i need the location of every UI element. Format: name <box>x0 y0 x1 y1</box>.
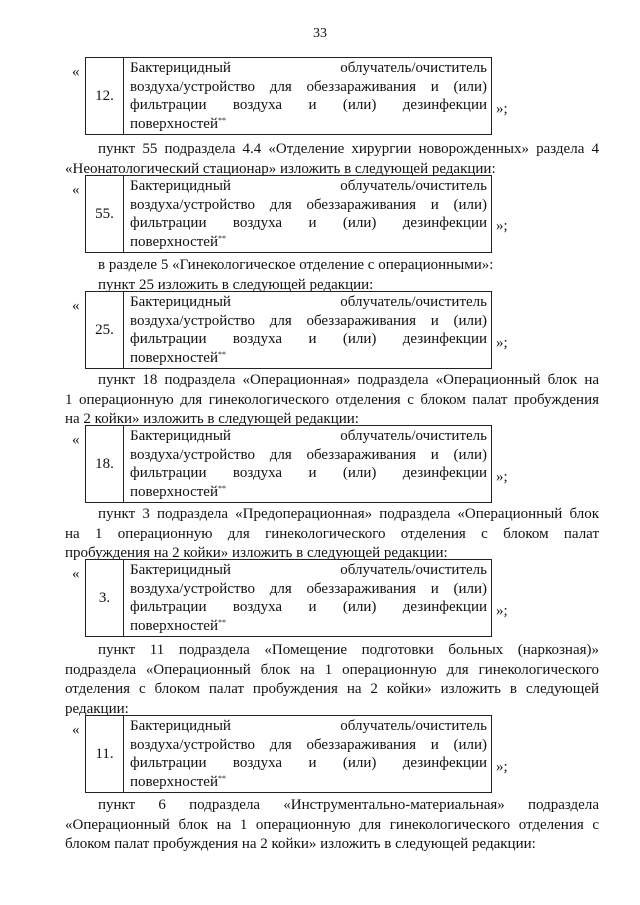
table-entry <box>85 425 492 503</box>
entry-text: Бактерицидный облучатель/очиститель воздуха/устройство для обеззараживания и (или) фильтрации воздуха и (или) дезинфекции поверхностей** <box>124 716 492 793</box>
opening-quote: « <box>72 722 80 738</box>
entry-number: 3. <box>86 560 124 637</box>
closing-quote: »; <box>496 469 508 485</box>
opening-quote: « <box>72 432 80 448</box>
footnote-mark: ** <box>217 773 226 783</box>
entry-text: Бактерицидный облучатель/очиститель воздуха/устройство для обеззараживания и (или) фильтрации воздуха и (или) дезинфекции поверхностей** <box>124 292 492 369</box>
footnote-mark: ** <box>217 115 226 125</box>
paragraph: пункт 11 подраздела «Помещение подготовки больных (наркозная)» подраздела «Операционный блок на 1 операционную для гинекологического отделения с блоком палат пробуждения на 2 койки» изложить в следующей редакции: <box>65 642 599 717</box>
entry-number: 18. <box>86 426 124 503</box>
table-entry <box>85 57 492 135</box>
table-entry <box>85 715 492 793</box>
entry-text: Бактерицидный облучатель/очиститель воздуха/устройство для обеззараживания и (или) фильтрации воздуха и (или) дезинфекции поверхностей** <box>124 58 492 135</box>
table-entry <box>85 175 492 253</box>
page-number: 33 <box>313 26 327 41</box>
opening-quote: « <box>72 298 80 314</box>
opening-quote: « <box>72 64 80 80</box>
footnote-mark: ** <box>217 349 226 359</box>
entry-number: 12. <box>86 58 124 135</box>
entry-number: 55. <box>86 176 124 253</box>
closing-quote: »; <box>496 335 508 351</box>
paragraph: пункт 3 подраздела «Предоперационная» подраздела «Операционный блок на 1 операционную для гинекологического отделения с блоком палат пробуждения на 2 койки» изложить в следующей редакции: <box>65 506 599 561</box>
closing-quote: »; <box>496 218 508 234</box>
paragraph: в разделе 5 «Гинекологическое отделение с операционными»: пункт 25 изложить в следующей редакции: <box>98 257 494 293</box>
paragraph: пункт 55 подраздела 4.4 «Отделение хирургии новорожденных» раздела 4 «Неонатологический стационар» изложить в следующей редакции: <box>65 141 599 177</box>
table-entry <box>85 291 492 369</box>
closing-quote: »; <box>496 759 508 775</box>
footnote-mark: ** <box>217 617 226 627</box>
entry-number: 11. <box>86 716 124 793</box>
paragraph: пункт 18 подраздела «Операционная» подраздела «Операционный блок на 1 операционную для гинекологического отделения с блоком палат пробуждения на 2 койки» изложить в следующей редакции: <box>65 372 599 427</box>
closing-quote: »; <box>496 101 508 117</box>
entry-text: Бактерицидный облучатель/очиститель воздуха/устройство для обеззараживания и (или) фильтрации воздуха и (или) дезинфекции поверхностей** <box>124 426 492 503</box>
opening-quote: « <box>72 566 80 582</box>
entry-number: 25. <box>86 292 124 369</box>
opening-quote: « <box>72 182 80 198</box>
footnote-mark: ** <box>217 483 226 493</box>
paragraph: пункт 6 подраздела «Инструментально-материальная» подраздела «Операционный блок на 1 операционную для гинекологического отделения с блоком палат пробуждения на 2 койки» изложить в следующей редакции: <box>65 797 599 852</box>
footnote-mark: ** <box>217 233 226 243</box>
entry-text: Бактерицидный облучатель/очиститель воздуха/устройство для обеззараживания и (или) фильтрации воздуха и (или) дезинфекции поверхностей** <box>124 176 492 253</box>
entry-text: Бактерицидный облучатель/очиститель воздуха/устройство для обеззараживания и (или) фильтрации воздуха и (или) дезинфекции поверхностей** <box>124 560 492 637</box>
table-entry <box>85 559 492 637</box>
closing-quote: »; <box>496 603 508 619</box>
